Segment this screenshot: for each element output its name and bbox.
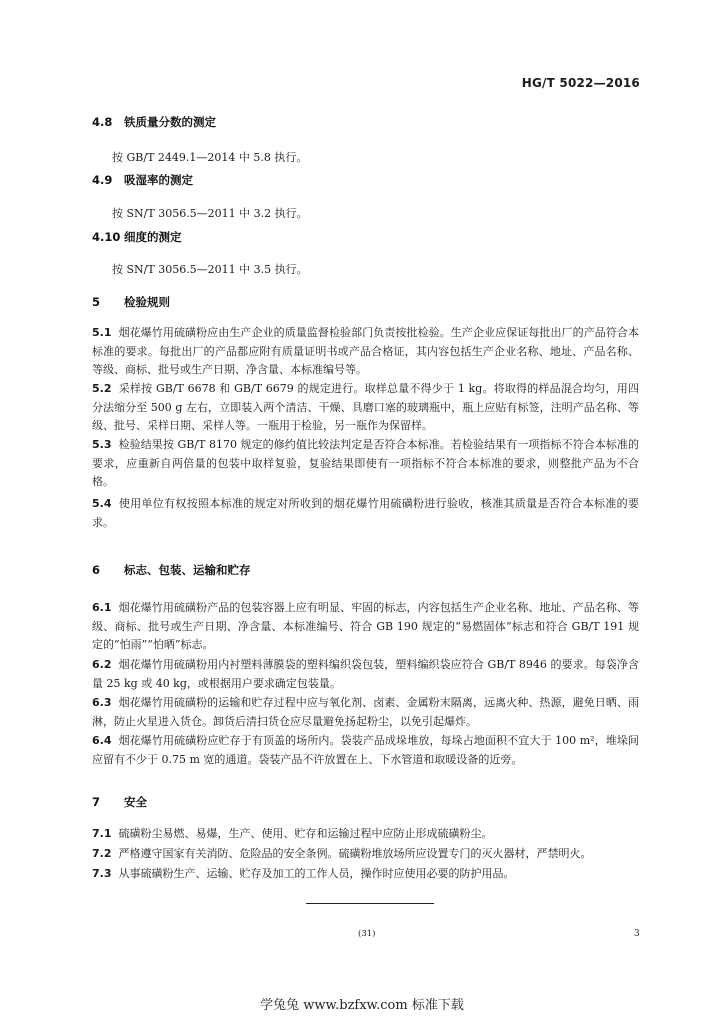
heading-title: 吸湿率的测定 bbox=[124, 173, 193, 187]
clause-number: 7.2 bbox=[92, 847, 112, 860]
clause-text: 烟花爆竹用硫磺粉产品的包装容器上应有明显、牢固的标志，内容包括生产企业名称、地址、产品名称、等级、商标、批号或生产日期、净含量、本标准编号、符合 GB 190 规定的“易燃固体”标志和符合 GB/T 191 规定的“怕雨”“怕晒”标志。 bbox=[92, 601, 639, 651]
heading-number: 5 bbox=[92, 295, 101, 309]
heading-title: 铁质量分数的测定 bbox=[124, 115, 216, 129]
heading-title: 检验规则 bbox=[124, 295, 170, 309]
clause-text: 从事硫磺粉生产、运输、贮存及加工的工作人员，操作时应使用必要的防护用品。 bbox=[118, 867, 515, 880]
heading-section-6 bbox=[92, 562, 251, 578]
clause-7-1 bbox=[92, 825, 639, 844]
heading-4-8 bbox=[92, 114, 216, 130]
page-mark: (31) bbox=[358, 929, 376, 939]
clause-text: 检验结果按 GB/T 8170 规定的修约值比较法判定是否符合本标准。若检验结果有一项指标不符合本标准的要求，应重新自两倍量的包装中取样复验，复验结果即使有一项指标不符合本标准的要求，则整批产品为不合格。 bbox=[92, 438, 639, 488]
clause-7-3 bbox=[92, 865, 639, 884]
clause-6-2 bbox=[92, 656, 639, 693]
document-code: HG/T 5022—2016 bbox=[521, 76, 640, 90]
clause-6-4 bbox=[92, 732, 639, 769]
clause-number: 5.1 bbox=[92, 326, 112, 339]
heading-section-7 bbox=[92, 794, 147, 810]
heading-title: 标志、包装、运输和贮存 bbox=[124, 563, 251, 577]
clause-6-3 bbox=[92, 694, 639, 731]
clause-text: 烟花爆竹用硫磺粉用内衬塑料薄膜袋的塑料编织袋包装，塑料编织袋应符合 GB/T 8946 的要求。每袋净含量 25 kg 或 40 kg，或根据用户要求确定包装量。 bbox=[92, 658, 639, 690]
end-rule bbox=[306, 903, 434, 904]
heading-number: 4.10 bbox=[92, 230, 121, 244]
clause-5-2 bbox=[92, 380, 639, 436]
clause-5-3 bbox=[92, 436, 639, 492]
clause-number: 7.1 bbox=[92, 827, 112, 840]
heading-title: 细度的测定 bbox=[124, 230, 182, 244]
clause-7-2 bbox=[92, 845, 639, 864]
clause-5-4 bbox=[92, 495, 639, 532]
heading-4-10 bbox=[92, 229, 182, 245]
clause-number: 6.3 bbox=[92, 696, 112, 709]
clause-text: 严格遵守国家有关消防、危险品的安全条例。硫磺粉堆放场所应设置专门的灭火器材，严禁明火。 bbox=[118, 847, 592, 860]
clause-number: 5.3 bbox=[92, 438, 112, 451]
clause-number: 7.3 bbox=[92, 867, 112, 880]
clause-6-1 bbox=[92, 599, 639, 655]
page-number: 3 bbox=[634, 929, 640, 939]
heading-number: 4.9 bbox=[92, 173, 113, 187]
clause-number: 6.4 bbox=[92, 734, 112, 747]
clause-text: 烟花爆竹用硫磺粉应由生产企业的质量监督检验部门负责按批检验。生产企业应保证每批出厂的产品符合本标准的要求。每批出厂的产品都应附有质量证明书或产品合格证，其内容包括生产企业名称、地址、产品名称、等级、商标、批号或生产日期、净含量、本标准编号等。 bbox=[92, 326, 639, 376]
clause-number: 5.4 bbox=[92, 497, 112, 510]
clause-text: 硫磺粉尘易燃、易爆，生产、使用、贮存和运输过程中应防止形成硫磺粉尘。 bbox=[118, 827, 493, 840]
clause-text: 烟花爆竹用硫磺粉应贮存于有顶盖的场所内。袋装产品成垛堆放，每垛占地面积不宜大于 100 m²，堆垛间应留有不少于 0.75 m 宽的通道。袋装产品不许放置在上、下水管道和取暖设备的近旁。 bbox=[92, 734, 639, 766]
heading-number: 7 bbox=[92, 795, 101, 809]
clause-text: 烟花爆竹用硫磺粉的运输和贮存过程中应与氧化剂、卤素、金属粉末隔离，远离火种、热源，避免日晒、雨淋，防止火星进入货仓。卸货后清扫货仓应尽量避免扬起粉尘，以免引起爆炸。 bbox=[92, 696, 639, 728]
clause-text: 采样按 GB/T 6678 和 GB/T 6679 的规定进行。取样总量不得少于 1 kg。将取得的样品混合均匀，用四分法缩分至 500 g 左右，立即装入两个清洁、干燥、具磨口塞的玻璃瓶中，瓶上应贴有标签，注明产品名称、等级、批号、采样日期、采样人等。一瓶用于检验，另一瓶作为保留样。 bbox=[92, 382, 639, 432]
heading-section-5 bbox=[92, 294, 170, 310]
clause-number: 6.1 bbox=[92, 601, 112, 614]
heading-number: 4.8 bbox=[92, 115, 113, 129]
clause-5-1 bbox=[92, 324, 639, 380]
clause-number: 5.2 bbox=[92, 382, 112, 395]
method-4-9: 按 SN/T 3056.5—2011 中 3.2 执行。 bbox=[112, 207, 308, 220]
clause-number: 6.2 bbox=[92, 658, 112, 671]
watermark-footer: 学兔兔 www.bzfxw.com 标准下载 bbox=[260, 998, 464, 1013]
method-4-8: 按 GB/T 2449.1—2014 中 5.8 执行。 bbox=[112, 151, 308, 164]
clause-text: 使用单位有权按照本标准的规定对所收到的烟花爆竹用硫磺粉进行验收，核准其质量是否符合本标准的要求。 bbox=[92, 497, 639, 529]
heading-title: 安全 bbox=[124, 795, 147, 809]
heading-4-9 bbox=[92, 172, 193, 188]
heading-number: 6 bbox=[92, 563, 101, 577]
method-4-10: 按 SN/T 3056.5—2011 中 3.5 执行。 bbox=[112, 263, 308, 276]
